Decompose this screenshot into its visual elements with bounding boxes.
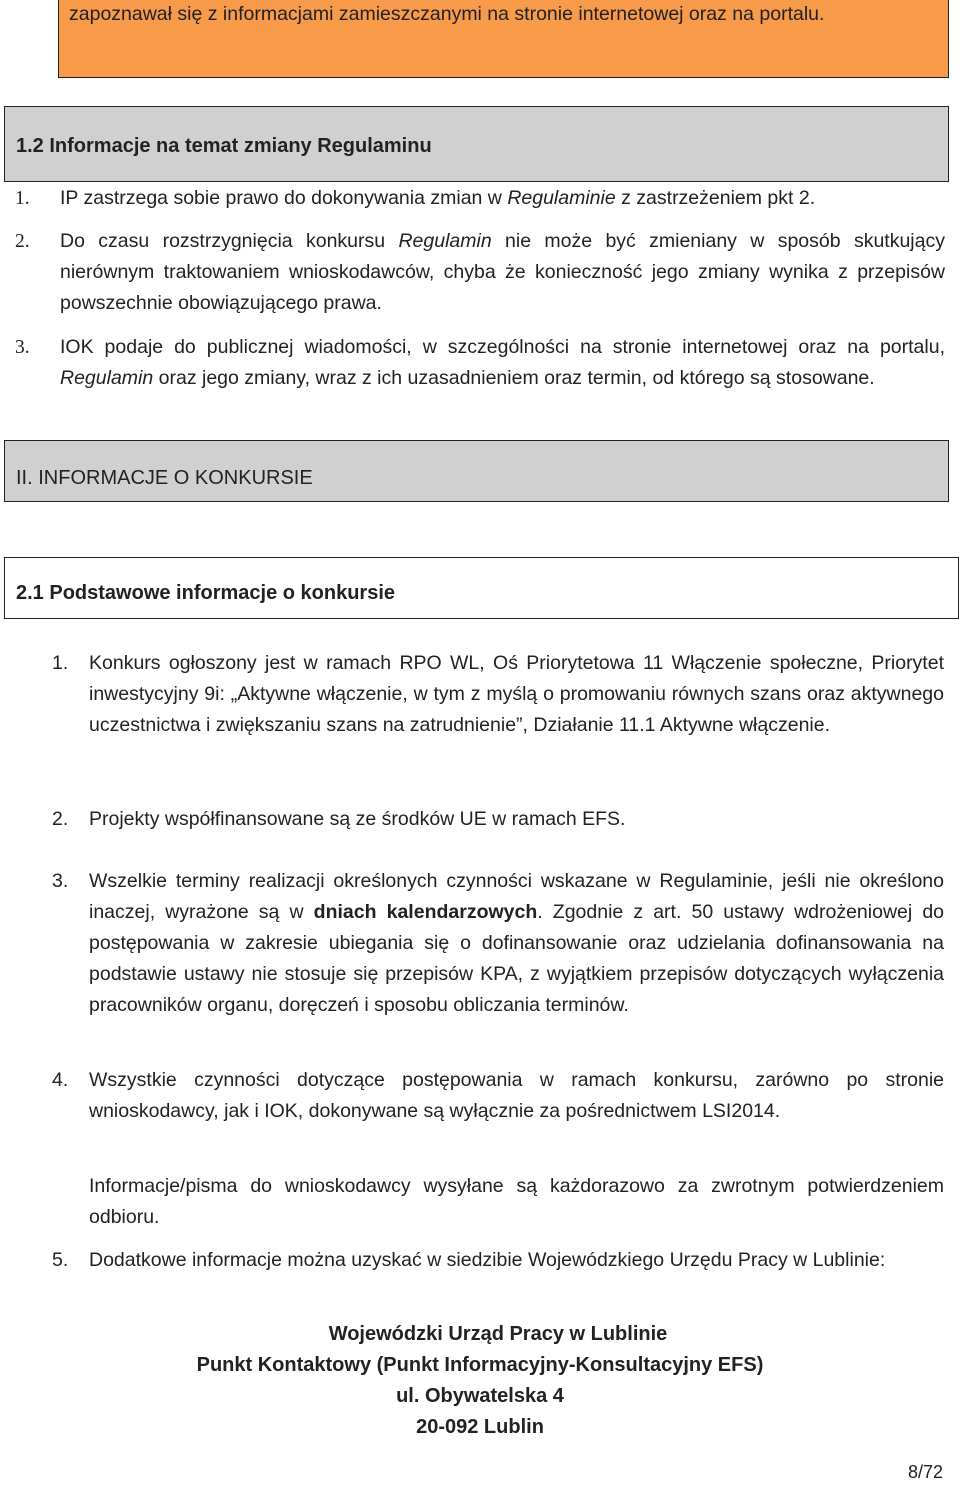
- list-text: Dodatkowe informacje można uzyskać w siedzibie Wojewódzkiego Urzędu Pracy w Lublinie:: [89, 1249, 886, 1271]
- list-text: Do czasu rozstrzygnięcia konkursu Regulamin nie może być zmieniany w sposób skutkujący nierównym traktowaniem wnioskodawców, chyba że konieczność jego zmiany wynika z przepisów powszechnie obowiązującego prawa.: [60, 230, 945, 314]
- list-text: Projekty współfinansowane są ze środków UE w ramach EFS.: [89, 808, 626, 830]
- section-II-title: II. INFORMACJE O KONKURSIE: [16, 467, 313, 489]
- highlight-box: [58, 0, 949, 78]
- list-number: 1.: [52, 652, 69, 674]
- list-text: IOK podaje do publicznej wiadomości, w szczególności na stronie internetowej oraz na portalu, Regulamin oraz jego zmiany, wraz z ich uzasadnieniem oraz termin, od którego są stosowane.: [60, 336, 945, 389]
- list-number: 3.: [52, 870, 69, 892]
- address-line-2: Punkt Kontaktowy (Punkt Informacyjny-Konsultacyjny EFS): [196, 1354, 764, 1376]
- list-text: Konkurs ogłoszony jest w ramach RPO WL, Oś Priorytetowa 11 Włączenie społeczne, Priorytet inwestycyjny 9i: „Aktywne włączenie, w tym z myślą o promowaniu równych szans oraz aktywnego uczestnictwa i zwiększaniu szans na zatrudnienie”, Działanie 11.1 Aktywne włączenie.: [89, 652, 944, 736]
- address-line-3: ul. Obywatelska 4: [396, 1385, 564, 1407]
- list-number: 5.: [52, 1249, 69, 1271]
- list-number: 2.: [52, 808, 69, 830]
- page-number: 8/72: [907, 1462, 943, 1482]
- list-number: 3.: [15, 337, 30, 358]
- list-note: Informacje/pisma do wnioskodawcy wysyłane są każdorazowo za zwrotnym potwierdzeniem odbioru.: [89, 1175, 944, 1228]
- list-text: Wszystkie czynności dotyczące postępowania w ramach konkursu, zarówno po stronie wnioskodawcy, jak i IOK, dokonywane są wyłącznie za pośrednictwem LSI2014.: [89, 1069, 944, 1122]
- list-text: IP zastrzega sobie prawo do dokonywania zmian w Regulaminie z zastrzeżeniem pkt 2.: [60, 187, 816, 209]
- section-1-2-title: 1.2 Informacje na temat zmiany Regulaminu: [16, 135, 432, 157]
- section-1-2-header: [4, 106, 949, 182]
- address-line-1: Wojewódzki Urząd Pracy w Lublinie: [328, 1323, 668, 1345]
- section-II-header: [4, 440, 949, 502]
- list-number: 2.: [15, 231, 30, 252]
- list-text: Wszelkie terminy realizacji określonych czynności wskazane w Regulaminie, jeśli nie określono inaczej, wyrażone są w dniach kalendarzowych. Zgodnie z art. 50 ustawy wdrożeniowej do postępowania w zakresie ubiegania się o dofinansowanie oraz udzielania dofinansowania na podstawie ustawy nie stosuje się przepisów KPA, z wyjątkiem przepisów dotyczących wyłączenia pracowników organu, doręczeń i sposobu obliczania terminów.: [89, 870, 945, 1016]
- list-number: 4.: [52, 1069, 69, 1091]
- highlight-text: zapoznawał się z informacjami zamieszczanymi na stronie internetowej oraz na portalu.: [69, 3, 825, 25]
- section-2-1-title: 2.1 Podstawowe informacje o konkursie: [16, 582, 396, 604]
- list-number: 1.: [15, 188, 30, 209]
- address-line-4: 20-092 Lublin: [416, 1416, 544, 1438]
- section-2-1-header: [4, 557, 959, 619]
